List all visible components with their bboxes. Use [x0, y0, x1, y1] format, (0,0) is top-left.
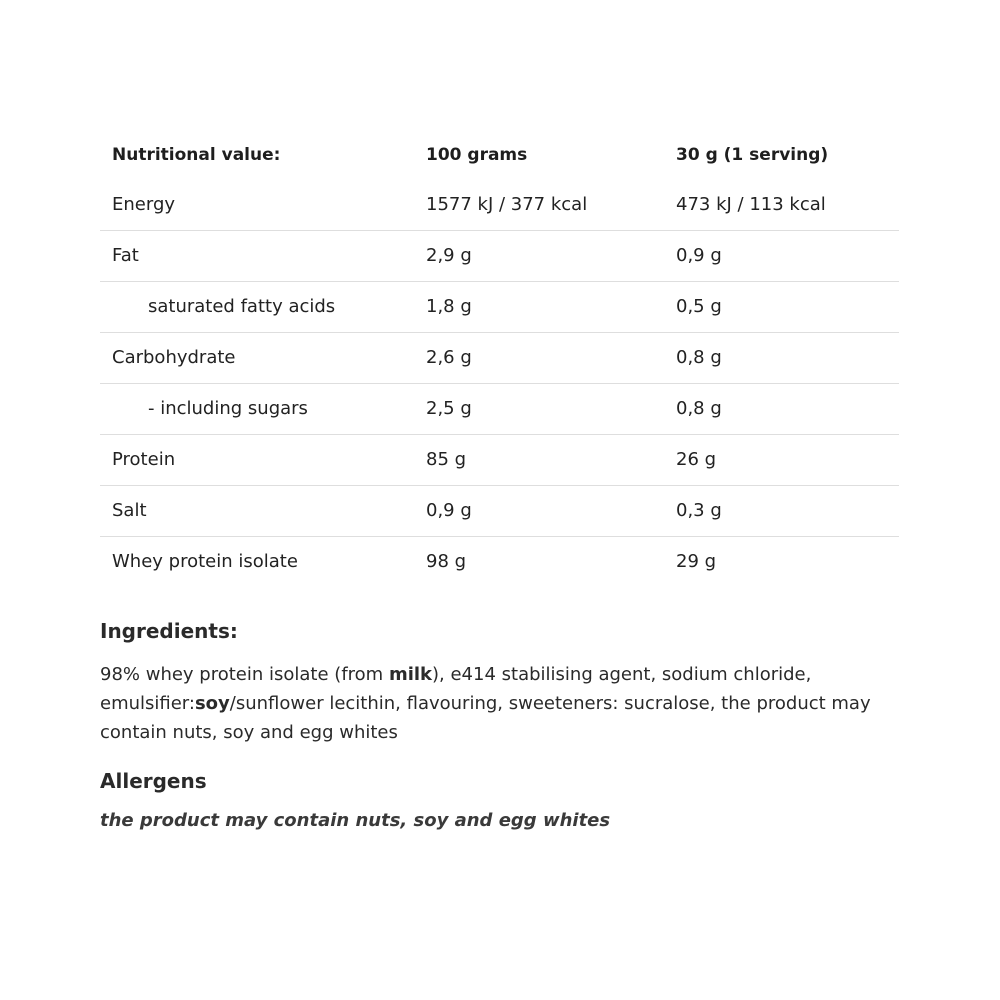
table-row-sugars [100, 384, 899, 435]
row-label: Salt [112, 500, 147, 521]
ingredients-text-part: 98% whey protein isolate (from [100, 664, 389, 685]
product-info [100, 130, 899, 832]
row-per-serving: 0,5 g [676, 296, 722, 317]
row-per-100g: 98 g [426, 551, 467, 572]
table-header-row [100, 130, 899, 180]
ingredients-heading: Ingredients: [100, 619, 238, 643]
table-row-protein [100, 435, 899, 486]
table-row-whey-protein-isolate [100, 537, 899, 588]
table-row-energy [100, 180, 899, 231]
row-per-100g: 1577 kJ / 377 kcal [426, 194, 588, 215]
row-per-serving: 26 g [676, 449, 717, 470]
header-nutritional-value: Nutritional value: [112, 145, 281, 165]
row-per-serving: 0,9 g [676, 245, 722, 266]
row-per-100g: 2,5 g [426, 398, 472, 419]
header-per-serving: 30 g (1 serving) [676, 145, 829, 165]
row-per-serving: 473 kJ / 113 kcal [676, 194, 826, 215]
allergens-text: the product may contain nuts, soy and egg whites [100, 810, 611, 831]
table-row-saturated-fatty-acids [100, 282, 899, 333]
row-label: Energy [112, 194, 176, 215]
row-per-100g: 2,9 g [426, 245, 472, 266]
ingredients-text-part: /sunflower lecithin, flavouring, sweeteners: sucralose, the product may contain nuts, soy and egg whites [100, 693, 871, 743]
row-per-100g: 85 g [426, 449, 467, 470]
row-per-100g: 0,9 g [426, 500, 472, 521]
row-per-serving: 0,8 g [676, 398, 722, 419]
ingredients-allergen-milk: milk [388, 664, 433, 685]
table-row-carbohydrate [100, 333, 899, 384]
allergens-heading: Allergens [100, 769, 207, 793]
ingredients-allergen-soy: soy [194, 693, 230, 714]
ingredients-text [100, 660, 890, 747]
ingredients-text-part: ), e414 stabilising agent, sodium chloride, emulsifier: [100, 664, 812, 714]
row-label: Fat [112, 245, 139, 266]
row-per-100g: 1,8 g [426, 296, 472, 317]
header-per-100g: 100 grams [426, 145, 528, 165]
row-per-serving: 0,3 g [676, 500, 722, 521]
row-label: saturated fatty acids [148, 296, 336, 317]
nutrition-table [100, 130, 899, 587]
table-row-salt [100, 486, 899, 537]
row-label: - including sugars [148, 398, 308, 419]
row-per-serving: 29 g [676, 551, 717, 572]
table-row-fat [100, 231, 899, 282]
row-label: Carbohydrate [112, 347, 236, 368]
row-label: Whey protein isolate [112, 551, 298, 572]
row-per-100g: 2,6 g [426, 347, 472, 368]
row-label: Protein [112, 449, 176, 470]
row-per-serving: 0,8 g [676, 347, 722, 368]
